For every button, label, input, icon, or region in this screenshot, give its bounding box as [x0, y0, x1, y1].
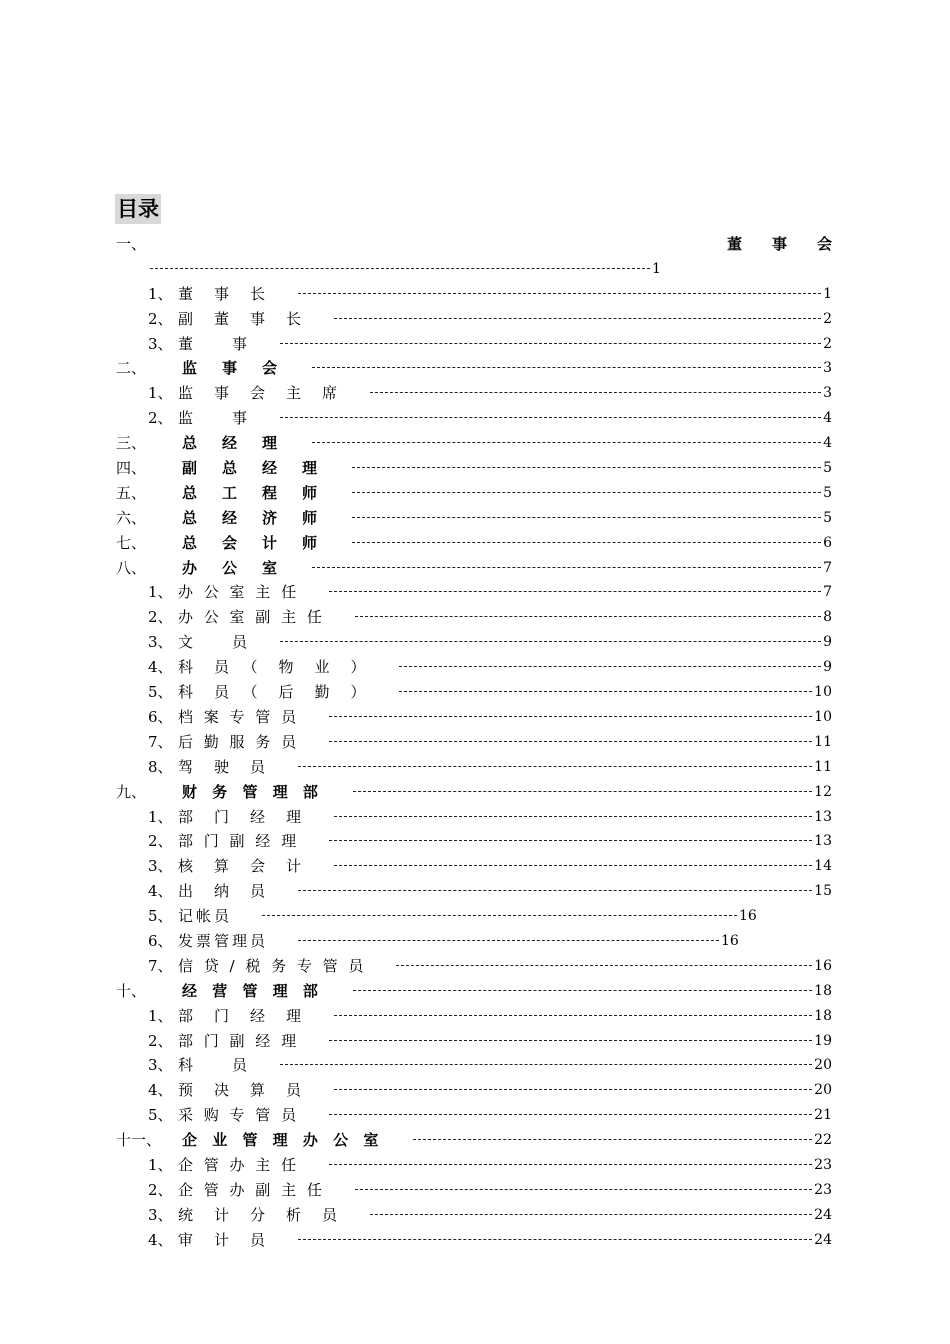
- toc-entry-label: 部 门 副 经 理: [178, 1031, 300, 1050]
- toc-entry[interactable]: [0, 929, 950, 954]
- toc-entry[interactable]: [0, 705, 950, 730]
- toc-entry-page: 5: [823, 484, 832, 501]
- toc-entry-number: 1、: [148, 583, 173, 602]
- toc-entry-page: 9: [823, 659, 832, 676]
- toc-entry-number: 7、: [148, 956, 173, 975]
- toc-dot-leader: [334, 1015, 812, 1016]
- toc-entry-number: 1、: [148, 284, 173, 303]
- toc-dot-leader: [262, 915, 737, 916]
- toc-entry-label: 财 务 管 理 部: [182, 782, 323, 801]
- toc-entry-number: 2、: [148, 309, 173, 328]
- toc-entry-number: 3、: [148, 1205, 173, 1224]
- toc-entry-number: 十、: [116, 981, 147, 1000]
- toc-entry-page: 13: [814, 833, 832, 850]
- toc-entry-page: 2: [823, 335, 832, 352]
- toc-entry[interactable]: [0, 307, 950, 332]
- toc-entry-page: 21: [814, 1107, 832, 1124]
- toc-entry[interactable]: [0, 655, 950, 680]
- toc-dot-leader: [352, 492, 821, 493]
- toc-entry-number: 一、: [116, 235, 147, 253]
- toc-entry-page: 3: [823, 360, 832, 377]
- toc-entry-number: 1、: [148, 1155, 173, 1174]
- toc-entry[interactable]: [0, 1029, 950, 1054]
- toc-dot-leader: [329, 741, 812, 742]
- toc-dot-leader: [312, 442, 821, 443]
- toc-entry-page: 4: [823, 435, 832, 452]
- toc-entry[interactable]: [0, 630, 950, 655]
- toc-entry-label: 办 公 室 副 主 任: [178, 608, 325, 627]
- toc-entry-number: 5、: [148, 683, 173, 702]
- toc-entry-number: 2、: [148, 832, 173, 851]
- toc-entry-number: 4、: [148, 1230, 173, 1249]
- toc-dot-leader: [298, 1239, 812, 1240]
- toc-dot-leader: [352, 467, 821, 468]
- toc-entry-number: 2、: [148, 409, 173, 428]
- toc-dot-leader: [334, 865, 812, 866]
- toc-entry-page: 23: [814, 1181, 832, 1198]
- toc-entry-page: 7: [823, 584, 832, 601]
- toc-title: 目录: [115, 194, 161, 224]
- toc-entry-label: 档 案 专 管 员: [178, 707, 300, 726]
- toc-entry-number: 九、: [116, 782, 147, 801]
- toc-entry-page: 10: [814, 684, 832, 701]
- toc-entry-page: 7: [823, 559, 832, 576]
- toc-entry-label: 监 事 会 主 席: [178, 384, 341, 403]
- toc-entry-page: 16: [739, 908, 757, 925]
- toc-entry[interactable]: [0, 904, 950, 929]
- toc-entry-number: 1、: [148, 384, 173, 403]
- toc-entry-page: 22: [814, 1132, 832, 1149]
- toc-entry-label: 总 工 程 师: [182, 483, 323, 502]
- toc-list: [0, 232, 950, 1253]
- toc-dot-leader: [329, 1114, 812, 1115]
- toc-dot-leader: [329, 1040, 812, 1041]
- toc-entry-page: 18: [814, 1007, 832, 1024]
- toc-entry[interactable]: [0, 1153, 950, 1178]
- toc-dot-leader: [280, 417, 821, 418]
- toc-dot-leader: [370, 392, 821, 393]
- toc-entry-number: 三、: [116, 434, 147, 453]
- toc-entry-label: 董 事: [178, 334, 251, 353]
- toc-dot-leader: [298, 890, 812, 891]
- toc-entry-page: 11: [814, 733, 832, 750]
- toc-entry-number: 7、: [148, 732, 173, 751]
- toc-entry[interactable]: [0, 1128, 950, 1153]
- toc-dot-leader: [355, 616, 821, 617]
- toc-entry-page: 24: [814, 1231, 832, 1248]
- toc-entry-number: 1、: [148, 807, 173, 826]
- toc-entry-label: 董 事 长: [178, 284, 269, 303]
- toc-entry-page: 20: [814, 1082, 832, 1099]
- toc-entry-label: 记帐员: [178, 907, 233, 926]
- toc-dot-leader: [329, 840, 812, 841]
- toc-entry-page: 5: [823, 460, 832, 477]
- toc-entry-page: 15: [814, 883, 832, 900]
- toc-entry[interactable]: [0, 879, 950, 904]
- toc-dot-leader: [352, 517, 821, 518]
- toc-entry-page: 19: [814, 1032, 832, 1049]
- toc-entry-page: 2: [823, 310, 832, 327]
- toc-entry-page: 12: [814, 783, 832, 800]
- toc-entry-page: 1: [652, 260, 661, 277]
- toc-entry[interactable]: [0, 556, 950, 581]
- toc-entry-number: 六、: [116, 508, 147, 527]
- toc-entry[interactable]: [0, 381, 950, 406]
- toc-entry-number: 3、: [148, 1056, 173, 1075]
- toc-dot-leader: [370, 1214, 812, 1215]
- toc-entry-label: 核 算 会 计: [178, 857, 305, 876]
- toc-entry-label: 部 门 经 理: [178, 807, 305, 826]
- toc-dot-leader: [355, 1189, 812, 1190]
- toc-entry[interactable]: [0, 1203, 950, 1228]
- toc-entry-page: 8: [823, 609, 832, 626]
- toc-entry-label: 信 贷 / 税 务 专 管 员: [178, 956, 367, 975]
- toc-entry-page: 24: [814, 1206, 832, 1223]
- toc-entry[interactable]: [0, 431, 950, 456]
- toc-entry[interactable]: [0, 780, 950, 805]
- toc-entry-label: 统 计 分 析 员: [178, 1205, 341, 1224]
- toc-dot-leader: [312, 367, 821, 368]
- toc-entry-label: 企 业 管 理 办 公 室: [182, 1131, 384, 1150]
- toc-entry-label: 监 事: [178, 409, 251, 428]
- toc-entry-label: 部 门 经 理: [178, 1006, 305, 1025]
- toc-entry[interactable]: [0, 1078, 950, 1103]
- toc-entry-number: 八、: [116, 558, 147, 577]
- toc-entry-label: 董 事 会: [726, 235, 832, 253]
- toc-entry[interactable]: [0, 755, 950, 780]
- toc-entry[interactable]: [0, 282, 950, 307]
- toc-entry[interactable]: [0, 456, 950, 481]
- toc-dot-leader: [334, 1089, 812, 1090]
- toc-entry-label: 企 管 办 副 主 任: [178, 1180, 325, 1199]
- toc-entry[interactable]: [0, 829, 950, 854]
- toc-entry-label: 经 营 管 理 部: [182, 981, 323, 1000]
- toc-dot-leader: [280, 343, 821, 344]
- toc-dot-leader: [334, 816, 812, 817]
- toc-entry[interactable]: [0, 1178, 950, 1203]
- toc-entry-number: 二、: [116, 359, 147, 378]
- toc-entry-label: 企 管 办 主 任: [178, 1155, 300, 1174]
- toc-entry-page: 23: [814, 1156, 832, 1173]
- toc-entry-label: 发票管理员: [178, 931, 269, 950]
- toc-dot-leader: [298, 940, 719, 941]
- toc-dot-leader: [329, 1164, 812, 1165]
- toc-entry-label: 总 经 理: [182, 434, 283, 453]
- toc-entry-number: 2、: [148, 608, 173, 627]
- toc-entry-page: 6: [823, 534, 832, 551]
- toc-dot-leader: [329, 591, 821, 592]
- toc-entry-number: 6、: [148, 931, 173, 950]
- toc-entry-label: 监 事 会: [182, 359, 283, 378]
- toc-entry-number: 5、: [148, 1106, 173, 1125]
- toc-entry-page: 10: [814, 708, 832, 725]
- toc-entry-page: 11: [814, 758, 832, 775]
- toc-entry-label: 总 经 济 师: [182, 508, 323, 527]
- toc-entry-label: 驾 驶 员: [178, 757, 269, 776]
- toc-entry-page: 16: [721, 932, 739, 949]
- toc-dot-leader: [399, 666, 822, 667]
- toc-entry-label: 文 员: [178, 633, 251, 652]
- toc-entry-label: 科 员 （ 物 业 ）: [178, 658, 369, 677]
- toc-entry-number: 四、: [116, 459, 147, 478]
- toc-entry-page: 5: [823, 509, 832, 526]
- toc-entry-page: 9: [823, 634, 832, 651]
- toc-dot-leader: [280, 1064, 812, 1065]
- toc-entry-number: 3、: [148, 857, 173, 876]
- toc-dot-leader: [280, 641, 821, 642]
- toc-entry[interactable]: [0, 954, 950, 979]
- toc-entry[interactable]: [0, 1228, 950, 1253]
- toc-entry-page: 13: [814, 808, 832, 825]
- toc-entry-number: 4、: [148, 1081, 173, 1100]
- toc-entry-page: 18: [814, 982, 832, 999]
- toc-entry[interactable]: [0, 481, 950, 506]
- toc-entry-number: 2、: [148, 1031, 173, 1050]
- toc-dot-leader: [329, 716, 812, 717]
- toc-entry-label: 副 总 经 理: [182, 459, 323, 478]
- toc-dot-leader: [150, 268, 650, 269]
- toc-dot-leader: [334, 318, 821, 319]
- toc-entry-label: 预 决 算 员: [178, 1081, 305, 1100]
- toc-entry-number: 8、: [148, 757, 173, 776]
- toc-entry-label: 办 公 室 主 任: [178, 583, 300, 602]
- toc-entry-page: 20: [814, 1057, 832, 1074]
- toc-entry-number: 5、: [148, 907, 173, 926]
- toc-entry[interactable]: [0, 1053, 950, 1078]
- toc-entry-label: 出 纳 员: [178, 882, 269, 901]
- toc-entry-page: 16: [814, 957, 832, 974]
- toc-entry[interactable]: [0, 406, 950, 431]
- toc-dot-leader: [298, 766, 812, 767]
- toc-entry-number: 1、: [148, 1006, 173, 1025]
- toc-entry-page: 3: [823, 385, 832, 402]
- toc-entry[interactable]: [0, 332, 950, 357]
- toc-entry-label: 后 勤 服 务 员: [178, 732, 300, 751]
- toc-entry-label: 审 计 员: [178, 1230, 269, 1249]
- toc-entry-page: 4: [823, 410, 832, 427]
- toc-entry[interactable]: [0, 680, 950, 705]
- toc-dot-leader: [399, 691, 813, 692]
- toc-entry-page: 1: [823, 285, 832, 302]
- toc-entry-number: 2、: [148, 1180, 173, 1199]
- toc-entry-label: 科 员: [178, 1056, 251, 1075]
- toc-entry-number: 五、: [116, 483, 147, 502]
- toc-entry-label: 采 购 专 管 员: [178, 1106, 300, 1125]
- toc-entry-label: 部 门 副 经 理: [178, 832, 300, 851]
- toc-entry-number: 3、: [148, 633, 173, 652]
- toc-entry-label: 科 员 （ 后 勤 ）: [178, 683, 369, 702]
- toc-entry-number: 4、: [148, 658, 173, 677]
- toc-dot-leader: [413, 1139, 812, 1140]
- toc-entry[interactable]: [0, 1103, 950, 1128]
- toc-entry-number: 3、: [148, 334, 173, 353]
- toc-dot-leader: [352, 542, 821, 543]
- toc-entry[interactable]: [0, 531, 950, 556]
- toc-entry[interactable]: [0, 805, 950, 830]
- toc-entry[interactable]: [0, 506, 950, 531]
- toc-entry-label: 副 董 事 长: [178, 309, 305, 328]
- toc-entry-number: 4、: [148, 882, 173, 901]
- toc-entry-number: 6、: [148, 707, 173, 726]
- toc-entry[interactable]: [0, 605, 950, 630]
- toc-entry-number: 十一、: [116, 1131, 162, 1150]
- toc-entry[interactable]: [0, 979, 950, 1004]
- toc-entry-label: 总 会 计 师: [182, 533, 323, 552]
- toc-dot-leader: [396, 965, 812, 966]
- toc-dot-leader: [353, 791, 812, 792]
- toc-dot-leader: [312, 567, 821, 568]
- toc-entry[interactable]: [0, 1004, 950, 1029]
- toc-dot-leader: [353, 990, 812, 991]
- toc-entry-page: 14: [814, 858, 832, 875]
- toc-entry[interactable]: [0, 356, 950, 381]
- toc-entry[interactable]: [0, 854, 950, 879]
- toc-entry-number: 七、: [116, 533, 147, 552]
- toc-entry[interactable]: [0, 730, 950, 755]
- toc-dot-leader: [298, 293, 821, 294]
- toc-entry-label: 办 公 室: [182, 558, 283, 577]
- toc-entry[interactable]: [0, 580, 950, 605]
- toc-entry[interactable]: [0, 232, 950, 282]
